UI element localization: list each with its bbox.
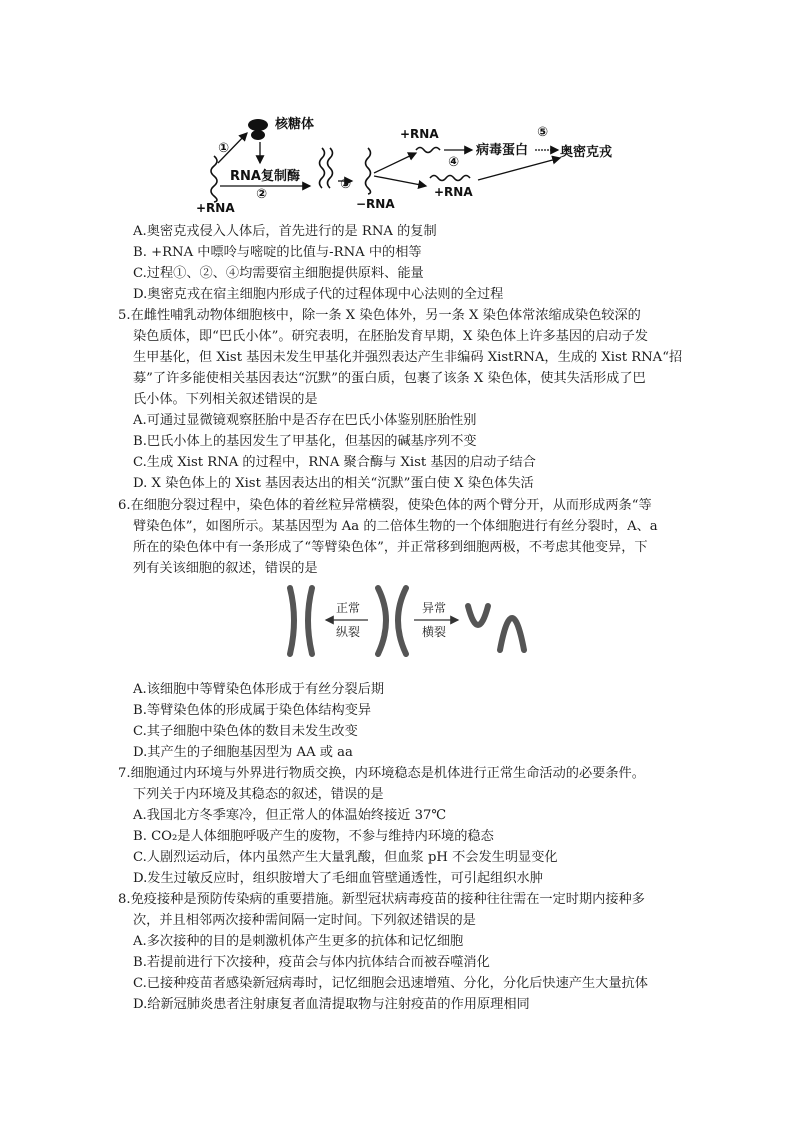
q4-option-b: B. +RNA 中嘌呤与嘧啶的比值与-RNA 中的相等 (133, 245, 422, 260)
step2-label: ② (256, 187, 268, 202)
q7-option-c: C.人剧烈运动后，体内虽然产生大量乳酸，但血浆 pH 不会发生明显变化 (133, 850, 558, 865)
abnormal-top-label: 异常 (422, 601, 447, 615)
normal-bottom-label: 纵裂 (336, 625, 361, 639)
q7-option-d: D.发生过敏反应时，组织胺增大了毛细血管壁通透性，可引起组织水肿 (133, 871, 543, 886)
plus-rna-top-label: +RNA (400, 127, 439, 141)
q5-option-d: D. X 染色体上的 Xist 基因表达出的相关“沉默”蛋白使 X 染色体失活 (133, 476, 534, 491)
q6-stem-line3: 所在的染色体中有一条形成了“等臂染色体”，并正常移到细胞两极，不考虑其他变异，下 (133, 540, 648, 555)
omicron-label: 奥密克戎 (560, 145, 613, 160)
q5-stem-line5: 氏小体。下列相关叙述错误的是 (133, 392, 318, 407)
arrow-to-plus-rna-top (374, 153, 416, 173)
q7-stem-line1: 7.细胞通过内环境与外界进行物质交换，内环境稳态是机体进行正常生命活动的必要条件。 (118, 766, 645, 781)
plus-rna-bottom-label: +RNA (434, 185, 473, 199)
rna-replication-diagram (190, 108, 630, 218)
q8-stem-line2: 次，并且相邻两次接种需间隔一定时间。下列叙述错误的是 (133, 913, 476, 928)
viral-protein-label: 病毒蛋白 (476, 143, 529, 158)
isochromosome-n (500, 618, 524, 650)
chromosome-original (378, 588, 406, 654)
q4-option-d: D.奥密克戎在宿主细胞内形成子代的过程体现中心法则的全过程 (133, 287, 504, 302)
q8-option-b: B.若提前进行下次接种，疫苗会与体内抗体结合而被吞噬消化 (133, 955, 490, 970)
plus-rna-strand-bottom (430, 176, 470, 181)
step5-label: ⑤ (537, 125, 549, 140)
q8-option-a: A.多次接种的目的是刺激机体产生更多的抗体和记忆细胞 (133, 934, 464, 949)
q8-option-d: D.给新冠肺炎患者注射康复者血清提取物与注射疫苗的作用原理相同 (133, 997, 530, 1012)
q5-stem-line3: 生甲基化，但 Xist 基因未发生甲基化并强烈表达产生非编码 XistRNA，生成的 Xist RNA“招 (133, 350, 683, 365)
q6-option-b: B.等臂染色体的形成属于染色体结构变异 (133, 703, 372, 718)
plus-rna-strand-top (416, 148, 440, 153)
minus-rna-strand (366, 148, 371, 194)
arrow-to-plus-rna-bottom (374, 176, 426, 186)
q5-option-c: C.生成 Xist RNA 的过程中，RNA 聚合酶与 Xist 基因的启动子结合 (133, 455, 536, 470)
step3-label: ③ (340, 177, 352, 192)
q5-stem-line2: 染色质体，即“巴氏小体”。研究表明，在胚胎发育早期，X 染色体上许多基因的启动子发 (133, 329, 648, 344)
q6-stem-line4: 列有关该细胞的叙述，错误的是 (133, 561, 318, 576)
q8-option-c: C.已接种疫苗者感染新冠病毒时，记忆细胞会迅速增殖、分化，分化后快速产生大量抗体 (133, 976, 648, 991)
q7-stem-line2: 下列关于内环境及其稳态的叙述，错误的是 (133, 787, 384, 802)
isochromosome-diagram (282, 582, 532, 662)
step4-label: ④ (448, 155, 460, 170)
rdrp-label: RNA复制酶 (230, 169, 300, 184)
q5-option-a: A.可通过显微镜观察胚胎中是否存在巴氏小体鉴别胚胎性别 (133, 413, 477, 428)
q6-option-d: D.其产生的子细胞基因型为 AA 或 aa (133, 745, 353, 760)
minus-rna-label: −RNA (356, 197, 395, 211)
isochromosome-u (468, 606, 488, 625)
q6-option-a: A.该细胞中等臂染色体形成于有丝分裂后期 (133, 682, 385, 697)
q4-option-c: C.过程①、②、④均需要宿主细胞提供原料、能量 (133, 266, 424, 281)
abnormal-bottom-label: 横裂 (422, 625, 447, 639)
q8-stem-line1: 8.免疫接种是预防传染病的重要措施。新型冠状病毒疫苗的接种往往需在一定时期内接种多 (118, 892, 645, 907)
double-strand-a (320, 148, 325, 188)
ribosome-icon (248, 119, 268, 140)
q7-option-b: B. CO₂是人体细胞呼吸产生的废物，不参与维持内环境的稳态 (133, 829, 494, 844)
q4-option-a: A.奥密克戎侵入人体后，首先进行的是 RNA 的复制 (133, 224, 437, 239)
normal-top-label: 正常 (336, 601, 361, 615)
q5-option-b: B.巴氏小体上的基因发生了甲基化，但基因的碱基序列不变 (133, 434, 477, 449)
chromosome-split-longitudinal (290, 588, 312, 654)
arrow-to-omicron (478, 158, 560, 180)
q6-option-c: C.其子细胞中染色体的数目未发生改变 (133, 724, 358, 739)
q5-stem-line4: 募”了许多能使相关基因表达“沉默”的蛋白质，包裹了该条 X 染色体，使其失活形成了巴 (133, 371, 646, 386)
q7-option-a: A.我国北方冬季寒冷，但正常人的体温始终接近 37℃ (133, 808, 447, 823)
q5-stem-line1: 5.在雌性哺乳动物体细胞核中，除一条 X 染色体外，另一条 X 染色体常浓缩成染色较深的 (118, 308, 641, 323)
q6-stem-line2: 臂染色体”，如图所示。某基因型为 Aa 的二倍体生物的一个体细胞进行有丝分裂时，A、a (133, 519, 658, 534)
q6-stem-line1: 6.在细胞分裂过程中，染色体的着丝粒异常横裂，使染色体的两个臂分开，从而形成两条“等 (118, 498, 652, 513)
ribosome-label: 核糖体 (275, 117, 315, 132)
plus-rna-left-label: +RNA (196, 201, 235, 215)
plus-rna-strand-left (211, 156, 217, 202)
double-strand-b (328, 148, 333, 188)
step1-label: ① (218, 141, 230, 156)
